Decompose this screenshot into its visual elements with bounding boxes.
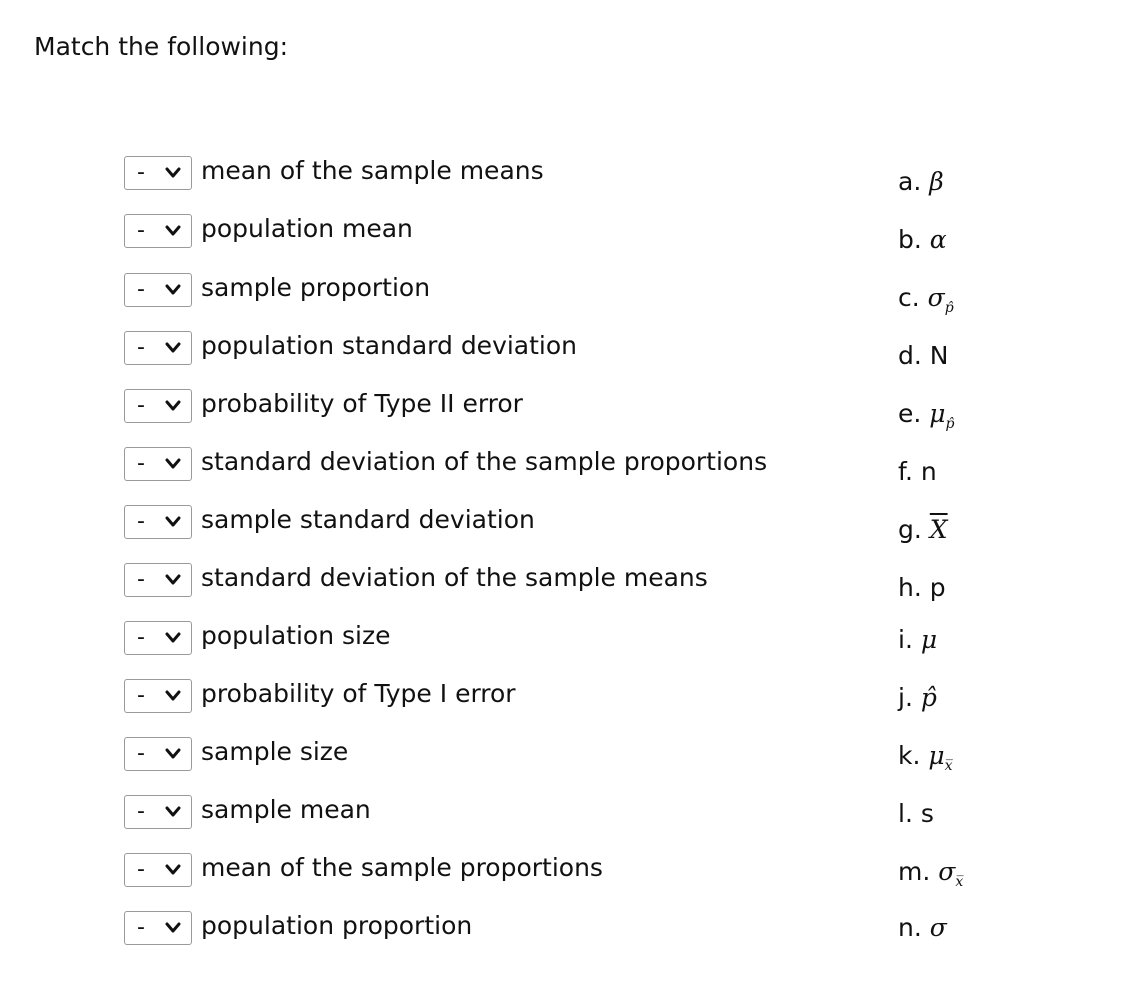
chevron-down-icon	[164, 340, 182, 356]
match-description: standard deviation of the sample means	[201, 563, 708, 592]
match-description: population proportion	[201, 911, 473, 940]
answer-select[interactable]	[124, 737, 192, 771]
option-letter: k.	[898, 741, 921, 770]
option-letter: e.	[898, 399, 922, 428]
chevron-down-icon	[164, 920, 182, 936]
option-symbol: μ	[920, 625, 938, 654]
match-row	[124, 331, 824, 369]
option-item	[898, 857, 964, 890]
match-row	[124, 214, 824, 252]
match-row	[124, 679, 824, 717]
select-value: -	[137, 741, 145, 766]
match-row	[124, 911, 824, 949]
select-value: -	[137, 567, 145, 592]
select-value: -	[137, 915, 145, 940]
option-symbol: p	[929, 573, 946, 602]
match-row	[124, 273, 824, 311]
match-description: sample standard deviation	[201, 505, 535, 534]
option-letter: n.	[898, 913, 922, 942]
match-description: population standard deviation	[201, 331, 578, 360]
match-row	[124, 737, 824, 775]
option-letter: l.	[898, 799, 913, 828]
option-item	[898, 741, 953, 774]
match-description: probability of Type II error	[201, 389, 523, 418]
select-value: -	[137, 218, 145, 243]
answer-select[interactable]	[124, 273, 192, 307]
option-letter: h.	[898, 573, 922, 602]
option-symbol: s	[920, 799, 934, 828]
match-row	[124, 156, 824, 194]
option-subscript: x̅	[944, 758, 953, 774]
option-item	[898, 913, 947, 942]
option-symbol: $\overline{X}$	[929, 515, 948, 544]
select-value: -	[137, 160, 145, 185]
option-item	[898, 283, 954, 316]
chevron-down-icon	[164, 282, 182, 298]
chevron-down-icon	[164, 398, 182, 414]
match-description: probability of Type I error	[201, 679, 516, 708]
option-item	[898, 225, 947, 254]
page-title: Match the following:	[34, 32, 289, 61]
answer-select[interactable]	[124, 853, 192, 887]
answer-select[interactable]	[124, 795, 192, 829]
option-letter: a.	[898, 167, 922, 196]
chevron-down-icon	[164, 804, 182, 820]
match-row	[124, 853, 824, 891]
option-item	[898, 573, 946, 602]
option-symbol: β	[929, 167, 944, 196]
chevron-down-icon	[164, 514, 182, 530]
match-row	[124, 795, 824, 833]
option-letter: i.	[898, 625, 913, 654]
match-description: mean of the sample proportions	[201, 853, 603, 882]
chevron-down-icon	[164, 165, 182, 181]
option-item	[898, 399, 955, 432]
option-subscript: p̂	[945, 416, 955, 432]
option-symbol: σ	[938, 857, 956, 886]
option-item	[898, 799, 934, 828]
answer-select[interactable]	[124, 156, 192, 190]
match-description: standard deviation of the sample proportions	[201, 447, 768, 476]
option-item	[898, 683, 937, 712]
match-description: mean of the sample means	[201, 156, 544, 185]
match-row	[124, 447, 824, 485]
option-symbol: n	[920, 457, 937, 486]
chevron-down-icon	[164, 572, 182, 588]
select-value: -	[137, 277, 145, 302]
option-symbol: α	[929, 225, 947, 254]
select-value: -	[137, 625, 145, 650]
chevron-down-icon	[164, 688, 182, 704]
option-symbol: σ	[927, 283, 945, 312]
match-description: sample size	[201, 737, 349, 766]
select-value: -	[137, 335, 145, 360]
option-letter: c.	[898, 283, 920, 312]
option-letter: g.	[898, 515, 922, 544]
match-description: population mean	[201, 214, 413, 243]
answer-select[interactable]	[124, 911, 192, 945]
option-item	[898, 457, 937, 486]
option-item	[898, 167, 944, 196]
chevron-down-icon	[164, 630, 182, 646]
answer-select[interactable]	[124, 447, 192, 481]
select-value: -	[137, 683, 145, 708]
select-value: -	[137, 393, 145, 418]
option-symbol: σ	[929, 913, 947, 942]
option-symbol: p̂	[920, 683, 937, 712]
chevron-down-icon	[164, 456, 182, 472]
chevron-down-icon	[164, 746, 182, 762]
option-symbol: μ	[929, 399, 946, 428]
match-description: population size	[201, 621, 391, 650]
match-row	[124, 621, 824, 659]
option-symbol: N	[929, 341, 949, 370]
option-item	[898, 515, 948, 544]
answer-select[interactable]	[124, 621, 192, 655]
select-value: -	[137, 799, 145, 824]
match-row	[124, 563, 824, 601]
chevron-down-icon	[164, 862, 182, 878]
chevron-down-icon	[164, 223, 182, 239]
option-letter: d.	[898, 341, 922, 370]
match-description: sample mean	[201, 795, 371, 824]
option-letter: b.	[898, 225, 922, 254]
answer-select[interactable]	[124, 389, 192, 423]
answer-select[interactable]	[124, 505, 192, 539]
answer-select[interactable]	[124, 214, 192, 248]
match-description: sample proportion	[201, 273, 431, 302]
option-item	[898, 625, 937, 654]
option-letter: f.	[898, 457, 913, 486]
answer-select[interactable]	[124, 563, 192, 597]
option-item	[898, 341, 948, 370]
match-row	[124, 505, 824, 543]
option-subscript: p̂	[944, 300, 954, 316]
match-row	[124, 389, 824, 427]
answer-select[interactable]	[124, 679, 192, 713]
select-value: -	[137, 857, 145, 882]
select-value: -	[137, 509, 145, 534]
option-symbol: μ	[928, 741, 945, 770]
option-letter: j.	[898, 683, 913, 712]
option-letter: m.	[898, 857, 931, 886]
option-subscript: x̅	[955, 874, 964, 890]
select-value: -	[137, 451, 145, 476]
answer-select[interactable]	[124, 331, 192, 365]
